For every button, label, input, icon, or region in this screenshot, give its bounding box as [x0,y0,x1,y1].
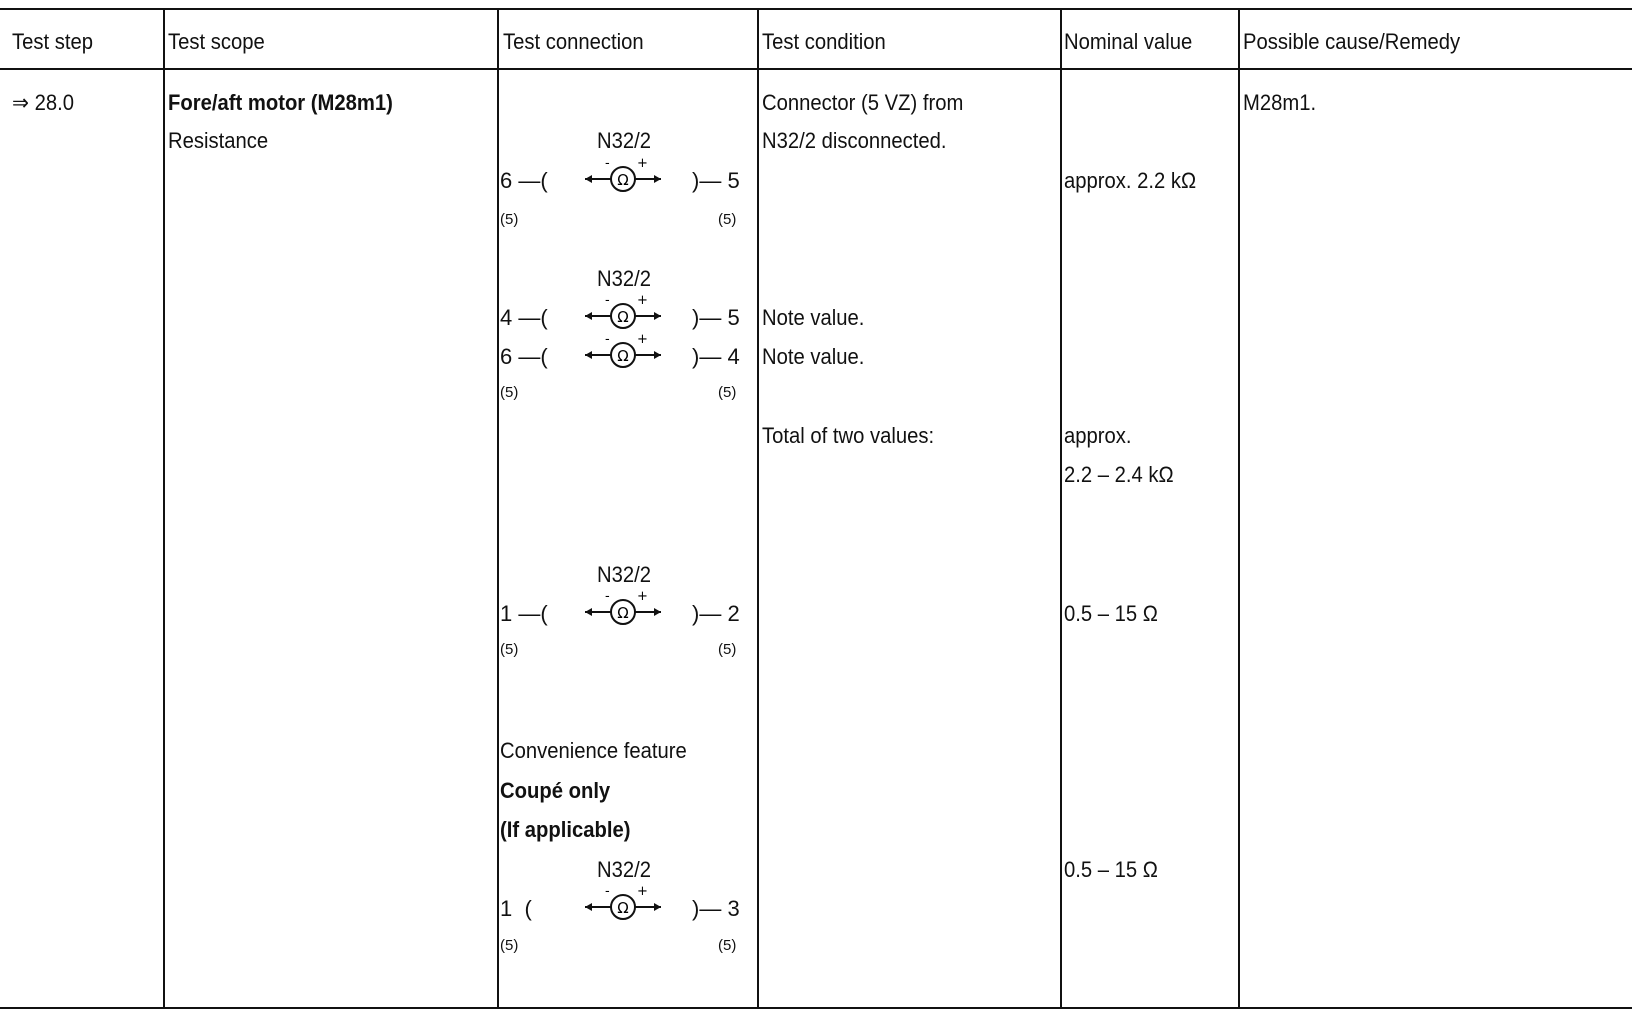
sub-left-1: (5) [500,211,519,228]
ohmmeter-icon [583,155,673,195]
nominal-value-2a: approx. [1064,423,1132,448]
table-bottom-rule [0,1007,1632,1009]
sub-left-3: (5) [500,641,519,658]
sub-left-4: (5) [500,937,519,954]
coupe-only-note: Coupé only [500,778,611,803]
svg-text:-: - [605,884,610,899]
test-scope-title: Fore/aft motor (M28m1) [168,90,393,115]
nominal-value-3: 0.5 – 15 Ω [1064,601,1158,626]
ohmmeter-icon [583,292,673,332]
svg-text:Ω: Ω [617,604,629,622]
condition-disconnected: N32/2 disconnected. [762,128,947,153]
svg-text:Ω: Ω [617,308,629,326]
pin-left-2a: 4 —( [500,305,548,330]
pin-left-2b: 6 —( [500,344,548,369]
header-nominal-value: Nominal value [1064,29,1193,54]
remedy-text: M28m1. [1243,90,1317,115]
sub-right-4: (5) [718,937,737,954]
nominal-value-2b: 2.2 – 2.4 kΩ [1064,462,1174,487]
sub-right-3: (5) [718,641,737,658]
pin-left-1: 6 —( [500,168,548,193]
test-step-number: ⇒ 28.0 [12,90,74,115]
condition-note-value-1: Note value. [762,305,865,330]
sub-left-2: (5) [500,384,519,401]
header-test-condition: Test condition [762,29,886,54]
module-label-2: N32/2 [597,266,652,291]
svg-text:+: + [637,156,648,171]
pin-right-1: )— 5 [692,168,740,193]
header-test-scope: Test scope [168,29,265,54]
ohmmeter-icon [583,588,673,628]
sub-right-1: (5) [718,211,737,228]
module-label-3: N32/2 [597,562,652,587]
svg-text:Ω: Ω [617,171,629,189]
nominal-value-4: 0.5 – 15 Ω [1064,857,1158,882]
svg-text:-: - [605,156,610,171]
svg-text:-: - [605,293,610,308]
module-label-4: N32/2 [597,857,652,882]
col-divider-5 [1238,10,1240,1007]
svg-text:-: - [605,332,610,347]
pin-right-3: )— 2 [692,601,740,626]
header-test-connection: Test connection [503,29,644,54]
convenience-note: Convenience feature [500,738,687,763]
svg-text:+: + [637,293,648,308]
module-label-1: N32/2 [597,128,652,153]
svg-text:+: + [637,332,648,347]
header-bottom-rule [0,68,1632,70]
col-divider-2 [497,10,499,1007]
pin-left-4: 1 ( [500,896,532,921]
condition-note-value-2: Note value. [762,344,865,369]
svg-text:Ω: Ω [617,899,629,917]
ohmmeter-icon [583,883,673,923]
pin-left-3: 1 —( [500,601,548,626]
nominal-value-1: approx. 2.2 kΩ [1064,168,1197,193]
sub-right-2: (5) [718,384,737,401]
header-possible-cause: Possible cause/Remedy [1243,29,1461,54]
table-top-rule [0,8,1632,10]
svg-text:+: + [637,589,648,604]
if-applicable-note: (If applicable) [500,817,631,842]
pin-right-2b: )— 4 [692,344,740,369]
test-scope-subtitle: Resistance [168,128,269,153]
condition-connector: Connector (5 VZ) from [762,90,964,115]
svg-text:-: - [605,589,610,604]
col-divider-1 [163,10,165,1007]
condition-total: Total of two values: [762,423,935,448]
ohmmeter-icon [583,331,673,371]
pin-right-4: )— 3 [692,896,740,921]
svg-text:Ω: Ω [617,347,629,365]
pin-right-2a: )— 5 [692,305,740,330]
header-test-step: Test step [12,29,94,54]
col-divider-3 [757,10,759,1007]
col-divider-4 [1060,10,1062,1007]
svg-text:+: + [637,884,648,899]
